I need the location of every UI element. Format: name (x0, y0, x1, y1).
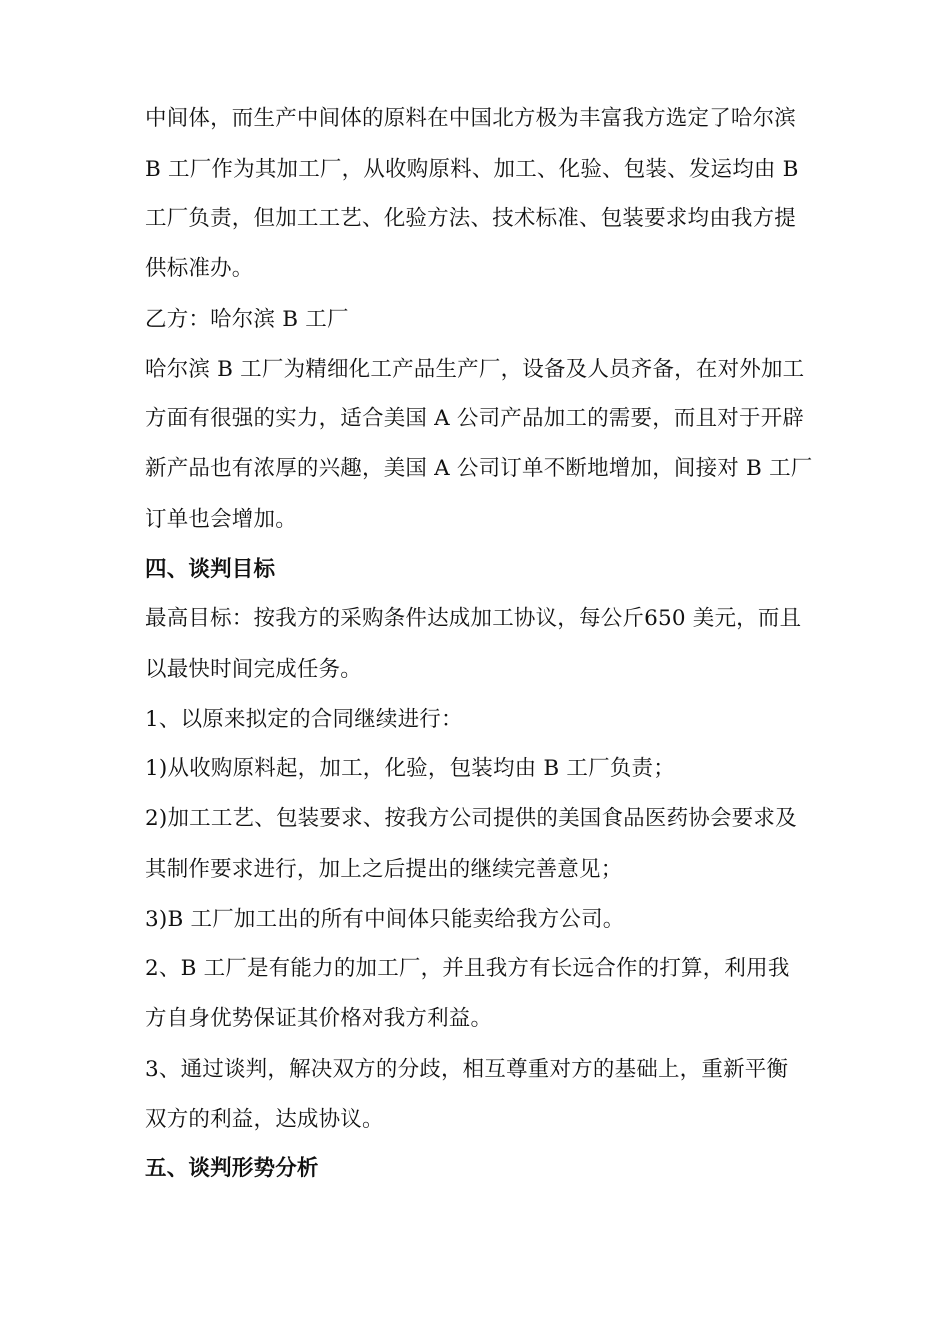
paragraph-line: 供标准办。 (145, 256, 254, 281)
paragraph-line: 中间体，而生产中间体的原料在中国北方极为丰富我方选定了哈尔滨 (145, 106, 797, 131)
paragraph-line: 以最快时间完成任务。 (145, 657, 363, 682)
section-heading: 五、谈判形势分析 (145, 1156, 319, 1181)
paragraph-line: 其制作要求进行，加上之后提出的继续完善意见； (145, 857, 623, 882)
paragraph-line: 最高目标：按我方的采购条件达成加工协议，每公斤650 美元，而且 (145, 606, 802, 631)
paragraph-line: 3)B 工厂加工出的所有中间体只能卖给我方公司。 (145, 907, 625, 932)
paragraph-line: 方自身优势保证其价格对我方利益。 (145, 1006, 493, 1031)
paragraph-line: B 工厂作为其加工厂，从收购原料、加工、化验、包装、发运均由 B (145, 157, 799, 182)
paragraph-line: 2)加工工艺、包装要求、按我方公司提供的美国食品医药协会要求及 (145, 806, 797, 831)
paragraph-line: 哈尔滨 B 工厂为精细化工产品生产厂，设备及人员齐备，在对外加工 (145, 357, 805, 382)
paragraph-line: 方面有很强的实力，适合美国 A 公司产品加工的需要，而且对于开辟 (145, 406, 805, 431)
paragraph-line: 2、B 工厂是有能力的加工厂，并且我方有长远合作的打算，利用我 (145, 956, 790, 981)
section-heading: 四、谈判目标 (145, 557, 276, 582)
paragraph-line: 双方的利益，达成协议。 (145, 1107, 384, 1132)
paragraph-line: 工厂负责，但加工工艺、化验方法、技术标准、包装要求均由我方提 (145, 206, 797, 231)
paragraph-line: 3、通过谈判，解决双方的分歧，相互尊重对方的基础上，重新平衡 (145, 1057, 789, 1082)
paragraph-line: 新产品也有浓厚的兴趣，美国 A 公司订单不断地增加，间接对 B 工厂 (145, 456, 813, 481)
paragraph-line: 订单也会增加。 (145, 507, 297, 532)
paragraph-line: 乙方：哈尔滨 B 工厂 (145, 307, 349, 332)
paragraph-line: 1、以原来拟定的合同继续进行： (145, 707, 463, 732)
paragraph-line: 1)从收购原料起，加工，化验，包装均由 B 工厂负责； (145, 756, 675, 781)
